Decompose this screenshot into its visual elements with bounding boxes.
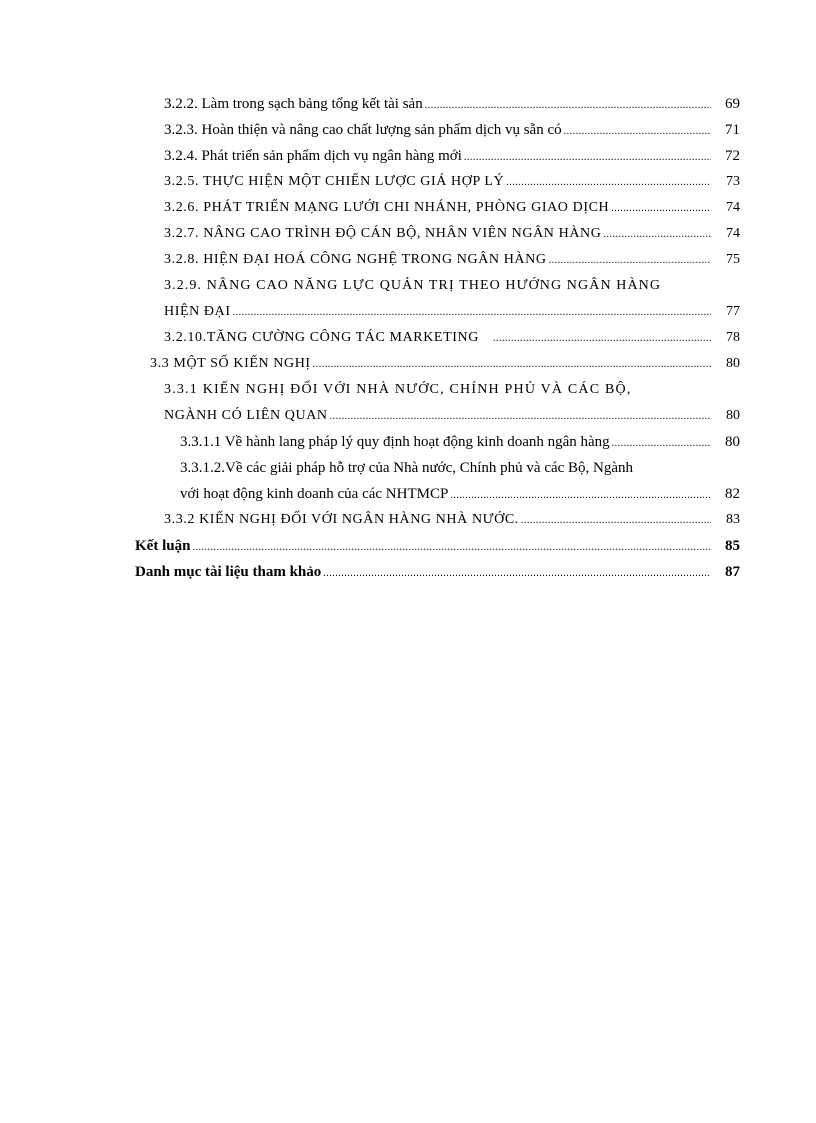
toc-entry-page: 73: [726, 174, 740, 189]
toc-entry-title: với hoạt động kinh doanh của các NHTMCP: [180, 486, 449, 502]
toc-entry-page: 83: [726, 512, 740, 527]
dot-leader: [493, 328, 711, 350]
toc-entry-ket-luan[interactable]: [135, 535, 740, 557]
toc-entry-3-2-9[interactable]: [164, 275, 740, 297]
toc-entry-page: 69: [725, 96, 740, 112]
toc-entry-title: 3.3.1.2.Về các giải pháp hỗ trợ của Nhà nước, Chính phủ và các Bộ, Ngành: [180, 460, 634, 476]
toc-entry-page: 72: [725, 148, 740, 164]
toc-entry-3-2-4[interactable]: [164, 145, 740, 167]
toc-entry-3-3-1-2[interactable]: [180, 457, 740, 479]
dot-leader: [506, 172, 711, 194]
dot-leader: [313, 354, 711, 376]
toc-entry-title: 3.3.1.1 Về hành lang pháp lý quy định hoạt động kinh doanh ngân hàng: [180, 434, 610, 450]
dot-leader: [192, 537, 711, 559]
toc-entry-title: NGÀNH CÓ LIÊN QUAN: [164, 408, 328, 423]
toc-entry-3-3-2[interactable]: [164, 509, 740, 531]
toc-entry-3-2-5[interactable]: [164, 171, 740, 193]
toc-entry-title: 3.3 MỘT SỐ KIẾN NGHỊ: [150, 356, 311, 371]
toc-entry-title: 3.2.8. HIỆN ĐẠI HOÁ CÔNG NGHỆ TRONG NGÂN HÀNG: [164, 252, 547, 267]
toc-entry-page: 74: [726, 200, 740, 215]
toc-entry-page: 80: [726, 408, 740, 423]
toc-entry-3-3-1-1[interactable]: [180, 431, 740, 453]
toc-entry-3-2-8[interactable]: [164, 249, 740, 271]
toc-entry-title: 3.2.7. NÂNG CAO TRÌNH ĐỘ CÁN BỘ, NHÂN VIÊN NGÂN HÀNG: [164, 226, 602, 241]
dot-leader: [323, 563, 711, 585]
toc-entry-title: 3.2.2. Làm trong sạch bảng tổng kết tài sản: [164, 96, 423, 112]
dot-leader: [549, 250, 711, 272]
dot-leader: [330, 406, 711, 428]
toc-entry-title: 3.2.9. NÂNG CAO NĂNG LỰC QUẢN TRỊ THEO HƯỚNG NGÂN HÀNG: [164, 278, 662, 293]
toc-entry-title: 3.2.4. Phát triển sản phẩm dịch vụ ngân hàng mới: [164, 148, 462, 164]
toc-entry-3-2-9-cont[interactable]: [164, 301, 740, 323]
toc-entry-title: HIỆN ĐẠI: [164, 304, 231, 319]
toc-entry-danh-muc[interactable]: [135, 561, 740, 583]
toc-entry-title: 3.3.1 KIẾN NGHỊ ĐỐI VỚI NHÀ NƯỚC, CHÍNH PHỦ VÀ CÁC BỘ,: [164, 382, 632, 397]
toc-entry-title: Danh mục tài liệu tham khảo: [135, 564, 322, 580]
toc-entry-page: 80: [726, 356, 740, 371]
toc-entry-page: 85: [725, 538, 740, 554]
dot-leader: [611, 198, 711, 220]
toc-entry-title: 3.2.5. THỰC HIỆN MỘT CHIẾN LƯỢC GIÁ HỢP LÝ: [164, 174, 505, 189]
dot-leader: [450, 485, 711, 507]
dot-leader: [603, 224, 711, 246]
toc-entry-page: 87: [725, 564, 740, 580]
toc-entry-title: 3.2.3. Hoàn thiện và nâng cao chất lượng sản phẩm dịch vụ sẵn có: [164, 122, 562, 138]
toc-entry-3-3-1-2-cont[interactable]: [180, 483, 740, 505]
toc-entry-title: 3.2.6. PHÁT TRIỂN MẠNG LƯỚI CHI NHÁNH, PHÒNG GIAO DỊCH: [164, 200, 610, 215]
toc-entry-3-3-1-cont[interactable]: [164, 405, 740, 427]
toc-entry-title: 3.2.10.TĂNG CƯỜNG CÔNG TÁC MARKETING: [164, 330, 479, 345]
toc-entry-3-2-3[interactable]: [164, 119, 740, 141]
toc-entry-3-2-6[interactable]: [164, 197, 740, 219]
toc-entry-3-2-7[interactable]: [164, 223, 740, 245]
toc-entry-page: 74: [726, 226, 740, 241]
toc-entry-page: 71: [725, 122, 740, 138]
toc-entry-3-3-1[interactable]: [164, 379, 740, 401]
dot-leader: [425, 95, 711, 117]
toc-entry-title: 3.3.2 KIẾN NGHỊ ĐỐI VỚI NGÂN HÀNG NHÀ NƯỚC.: [164, 512, 519, 527]
toc-entry-3-3[interactable]: [150, 353, 740, 375]
toc-entry-3-2-10[interactable]: [164, 327, 740, 349]
toc-entry-page: 80: [725, 434, 740, 450]
dot-leader: [564, 121, 711, 143]
toc-entry-page: 77: [726, 304, 740, 319]
dot-leader: [521, 510, 711, 532]
dot-leader: [233, 302, 711, 324]
dot-leader: [612, 433, 711, 455]
toc-entry-page: 82: [725, 486, 740, 502]
toc-entry-3-2-2[interactable]: [164, 93, 740, 115]
toc-entry-page: 75: [726, 252, 740, 267]
dot-leader: [464, 147, 711, 169]
toc-entry-page: 78: [726, 330, 740, 345]
toc-entry-title: Kết luận: [135, 538, 191, 554]
